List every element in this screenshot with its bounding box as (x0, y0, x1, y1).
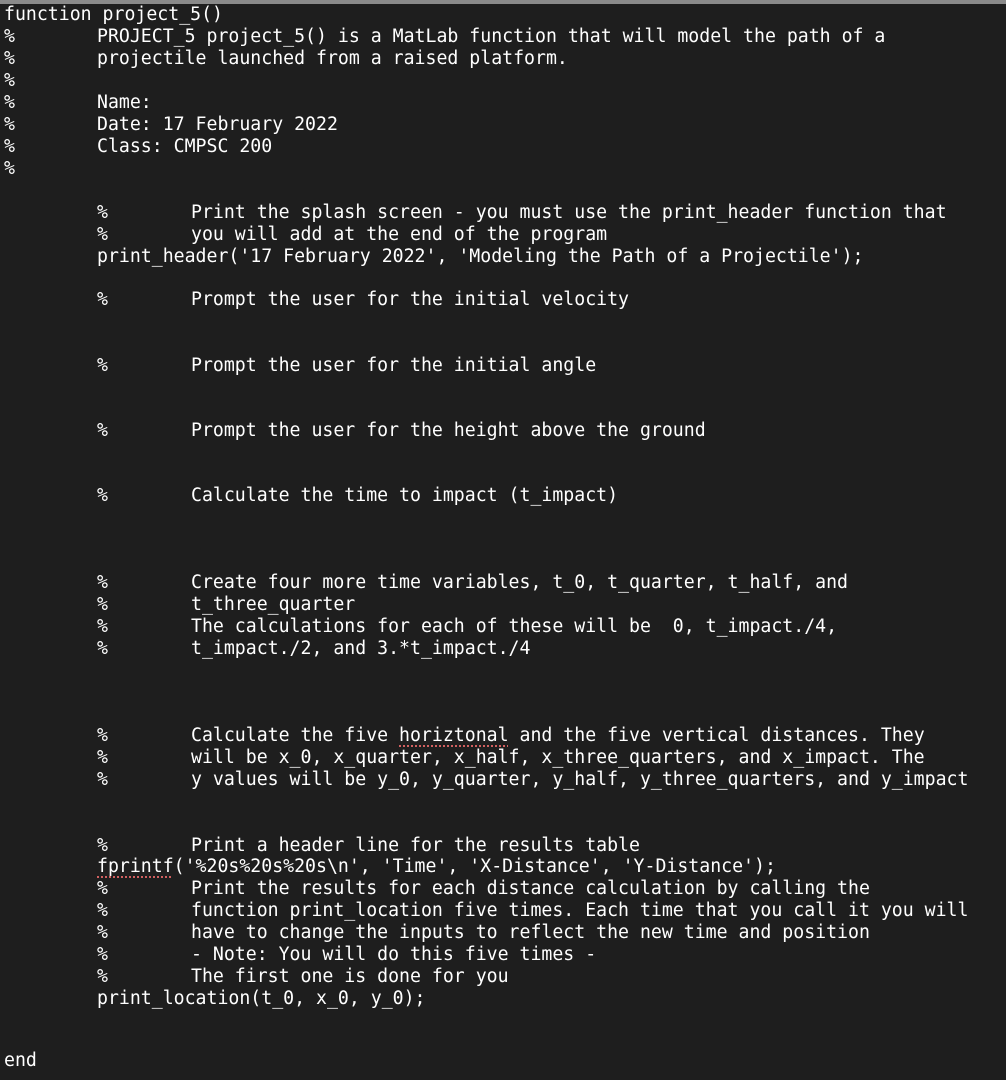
code-line-name[interactable]: Name: (97, 92, 152, 113)
code-line-angle[interactable]: Prompt the user for the initial angle (191, 355, 597, 376)
comment-marker: % (97, 572, 108, 593)
code-line-print-location[interactable]: print_location(t_0, x_0, y_0); (97, 988, 426, 1009)
text-segment: and the five vertical distances. They (508, 725, 925, 746)
comment-marker: % (4, 26, 15, 47)
code-line-date[interactable]: Date: 17 February 2022 (97, 114, 338, 135)
comment-marker: % (97, 420, 108, 441)
comment-marker: % (97, 289, 108, 310)
code-line-distance-1[interactable] (191, 725, 925, 747)
code-line-impact[interactable]: Calculate the time to impact (t_impact) (191, 485, 619, 506)
comment-marker: % (97, 355, 108, 376)
code-line-time-4[interactable]: t_impact./2, and 3.*t_impact./4 (191, 638, 531, 659)
text-segment: ('%20s%20s%20s\n', 'Time', 'X-Distance', 'Y-Distance'); (173, 856, 776, 877)
comment-marker: % (97, 769, 108, 790)
comment-marker: % (97, 224, 108, 245)
code-line-print-header[interactable]: print_header('17 February 2022', 'Modeling the Path of a Projectile'); (97, 246, 864, 267)
comment-marker: % (97, 616, 108, 637)
comment-marker: % (97, 638, 108, 659)
comment-marker: % (97, 944, 108, 965)
spelling-error-underline[interactable]: horiztonal (399, 725, 509, 746)
code-line-splash-1[interactable]: Print the splash screen - you must use the print_header function that (191, 202, 947, 223)
comment-marker: % (97, 878, 108, 899)
code-line-function[interactable]: function project_5() (4, 4, 223, 25)
code-line-header-comment[interactable]: Print a header line for the results table (191, 835, 640, 856)
spelling-error-underline[interactable]: fprintf (97, 856, 174, 877)
code-line-description-1[interactable]: PROJECT_5 project_5() is a MatLab function that will model the path of a (97, 26, 886, 47)
code-line-results-4[interactable]: - Note: You will do this five times - (191, 944, 597, 965)
code-line-results-1[interactable]: Print the results for each distance calculation by calling the (191, 878, 870, 899)
code-line-height[interactable]: Prompt the user for the height above the ground (191, 420, 706, 441)
comment-marker: % (4, 114, 15, 135)
code-line-time-3[interactable]: The calculations for each of these will be 0, t_impact./4, (191, 616, 838, 637)
comment-marker: % (97, 202, 108, 223)
comment-marker: % (97, 900, 108, 921)
comment-marker: % (4, 158, 15, 179)
comment-marker: % (97, 725, 108, 746)
comment-marker: % (4, 136, 15, 157)
code-line-class[interactable]: Class: CMPSC 200 (97, 136, 273, 157)
comment-marker: % (97, 485, 108, 506)
comment-marker: % (4, 70, 15, 91)
comment-marker: % (4, 92, 15, 113)
code-line-splash-2[interactable]: you will add at the end of the program (191, 224, 608, 245)
comment-marker: % (97, 922, 108, 943)
comment-marker: % (97, 966, 108, 987)
code-line-end[interactable]: end (4, 1050, 37, 1071)
code-line-results-5[interactable]: The first one is done for you (191, 966, 509, 987)
code-line-fprintf[interactable] (97, 856, 776, 878)
code-line-distance-2[interactable]: will be x_0, x_quarter, x_half, x_three_quarters, and x_impact. The (191, 747, 925, 768)
code-line-results-2[interactable]: function print_location five times. Each time that you call it you will (191, 900, 969, 921)
comment-marker: % (97, 835, 108, 856)
code-line-velocity[interactable]: Prompt the user for the initial velocity (191, 289, 629, 310)
code-line-distance-3[interactable]: y values will be y_0, y_quarter, y_half, y_three_quarters, and y_impact (191, 769, 969, 790)
code-line-time-1[interactable]: Create four more time variables, t_0, t_quarter, t_half, and (191, 572, 848, 593)
comment-marker: % (97, 594, 108, 615)
code-line-time-2[interactable]: t_three_quarter (191, 594, 356, 615)
code-line-results-3[interactable]: have to change the inputs to reflect the new time and position (191, 922, 870, 943)
comment-marker: % (97, 747, 108, 768)
code-line-description-2[interactable]: projectile launched from a raised platform. (97, 48, 568, 69)
text-segment: Calculate the five (191, 725, 400, 746)
comment-marker: % (4, 48, 15, 69)
